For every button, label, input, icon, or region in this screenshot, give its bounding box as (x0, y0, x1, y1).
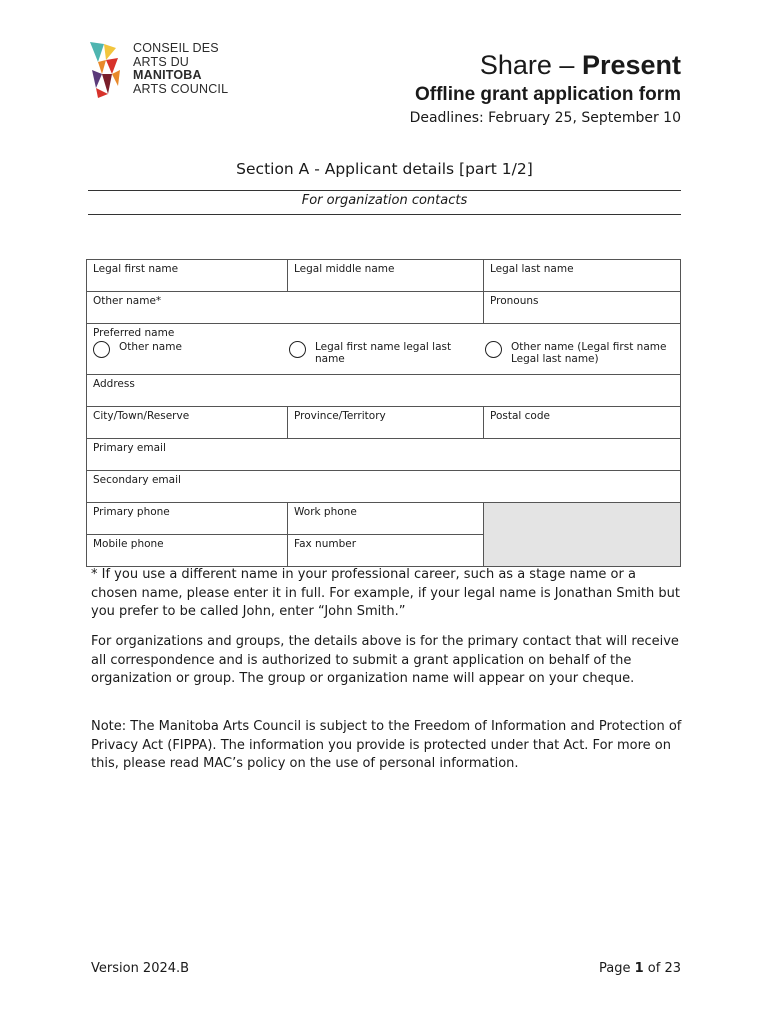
preferred-name-field (87, 324, 681, 375)
field-label: Postal code (490, 410, 550, 422)
mobile-phone-field[interactable] (87, 535, 288, 567)
option-label: Legal first name legal last name (314, 341, 452, 365)
preferred-option-legal-name[interactable] (289, 341, 485, 365)
note-fippa: Note: The Manitoba Arts Council is subject to the Freedom of Information and Protection of Privacy Act (FIPPA). The information you provide is protected under that Act. For more on this, please read MAC’s policy on the use of personal information. (91, 719, 682, 771)
section-subtitle: For organization contacts (301, 193, 468, 208)
table-row (87, 503, 681, 535)
section-rule-top (88, 190, 681, 191)
fax-number-field[interactable] (288, 535, 484, 567)
table-row (87, 324, 681, 375)
empty-gray-cell (484, 503, 681, 567)
table-row (87, 439, 681, 471)
note-organizations: For organizations and groups, the details above is for the primary contact that will receive all correspondence and is authorized to submit a grant application on behalf of the organization or group. The group or organization name will appear on your cheque. (91, 634, 679, 686)
table-row (87, 375, 681, 407)
field-label: Work phone (294, 506, 357, 518)
logo-line-1: CONSEIL DES (133, 41, 219, 55)
option-label: Other name (119, 341, 182, 353)
radio-button[interactable] (289, 341, 306, 358)
version-label: Version 2024.B (91, 961, 190, 976)
work-phone-field[interactable] (288, 503, 484, 535)
mac-logo (88, 40, 248, 100)
field-label: Fax number (294, 538, 357, 550)
city-field[interactable] (87, 407, 288, 439)
page-indicator (599, 961, 681, 976)
preferred-option-other-name[interactable] (93, 341, 289, 365)
field-label: Address (93, 378, 135, 390)
applicant-details-table (86, 259, 681, 567)
field-label: Mobile phone (93, 538, 164, 550)
secondary-email-field[interactable] (87, 471, 681, 503)
deadlines: Deadlines: February 25, September 10 (409, 110, 681, 126)
legal-middle-name-field[interactable] (288, 260, 484, 292)
page-number: 1 (634, 961, 644, 976)
field-label: Preferred name (93, 327, 175, 339)
table-row (87, 471, 681, 503)
province-field[interactable] (288, 407, 484, 439)
field-label: Legal first name (93, 263, 179, 275)
field-label: Legal last name (490, 263, 574, 275)
address-field[interactable] (87, 375, 681, 407)
table-row (87, 407, 681, 439)
table-row (87, 292, 681, 324)
field-label: Province/Territory (294, 410, 386, 422)
page-suffix: of 23 (647, 961, 681, 976)
page-prefix: Page (598, 961, 631, 976)
field-label: Primary email (93, 442, 166, 454)
primary-email-field[interactable] (87, 439, 681, 471)
field-label: City/Town/Reserve (93, 410, 190, 422)
field-label: Pronouns (490, 295, 539, 307)
program-title-prefix: Share – (479, 50, 575, 80)
legal-first-name-field[interactable] (87, 260, 288, 292)
logo-line-4: ARTS COUNCIL (133, 81, 229, 96)
preferred-option-combined[interactable] (485, 341, 674, 365)
postal-code-field[interactable] (484, 407, 681, 439)
logo-line-3: MANITOBA (133, 68, 202, 82)
note-professional-name: * If you use a different name in your professional career, such as a stage name or a chosen name, please enter it in full. For example, if your legal name is Jonathan Smith but you prefer to be called John, enter “John Smith.” (91, 567, 680, 619)
program-title (480, 50, 681, 81)
section-title: Section A - Applicant details [part 1/2] (236, 160, 533, 178)
legal-last-name-field[interactable] (484, 260, 681, 292)
primary-phone-field[interactable] (87, 503, 288, 535)
field-label: Legal middle name (294, 263, 395, 275)
pronouns-field[interactable] (484, 292, 681, 324)
field-label: Other name* (93, 295, 162, 307)
logo-line-2: ARTS DU (133, 54, 190, 69)
radio-button[interactable] (485, 341, 502, 358)
option-label: Other name (Legal first name Legal last name) (510, 341, 667, 365)
radio-button[interactable] (93, 341, 110, 358)
form-subtitle: Offline grant application form (414, 84, 681, 105)
section-rule-bottom (88, 214, 681, 215)
table-row (87, 260, 681, 292)
field-label: Primary phone (93, 506, 170, 518)
program-title-bold: Present (581, 50, 681, 80)
field-label: Secondary email (93, 474, 181, 486)
other-name-field[interactable] (87, 292, 484, 324)
mac-logo-mark-icon (88, 40, 128, 100)
